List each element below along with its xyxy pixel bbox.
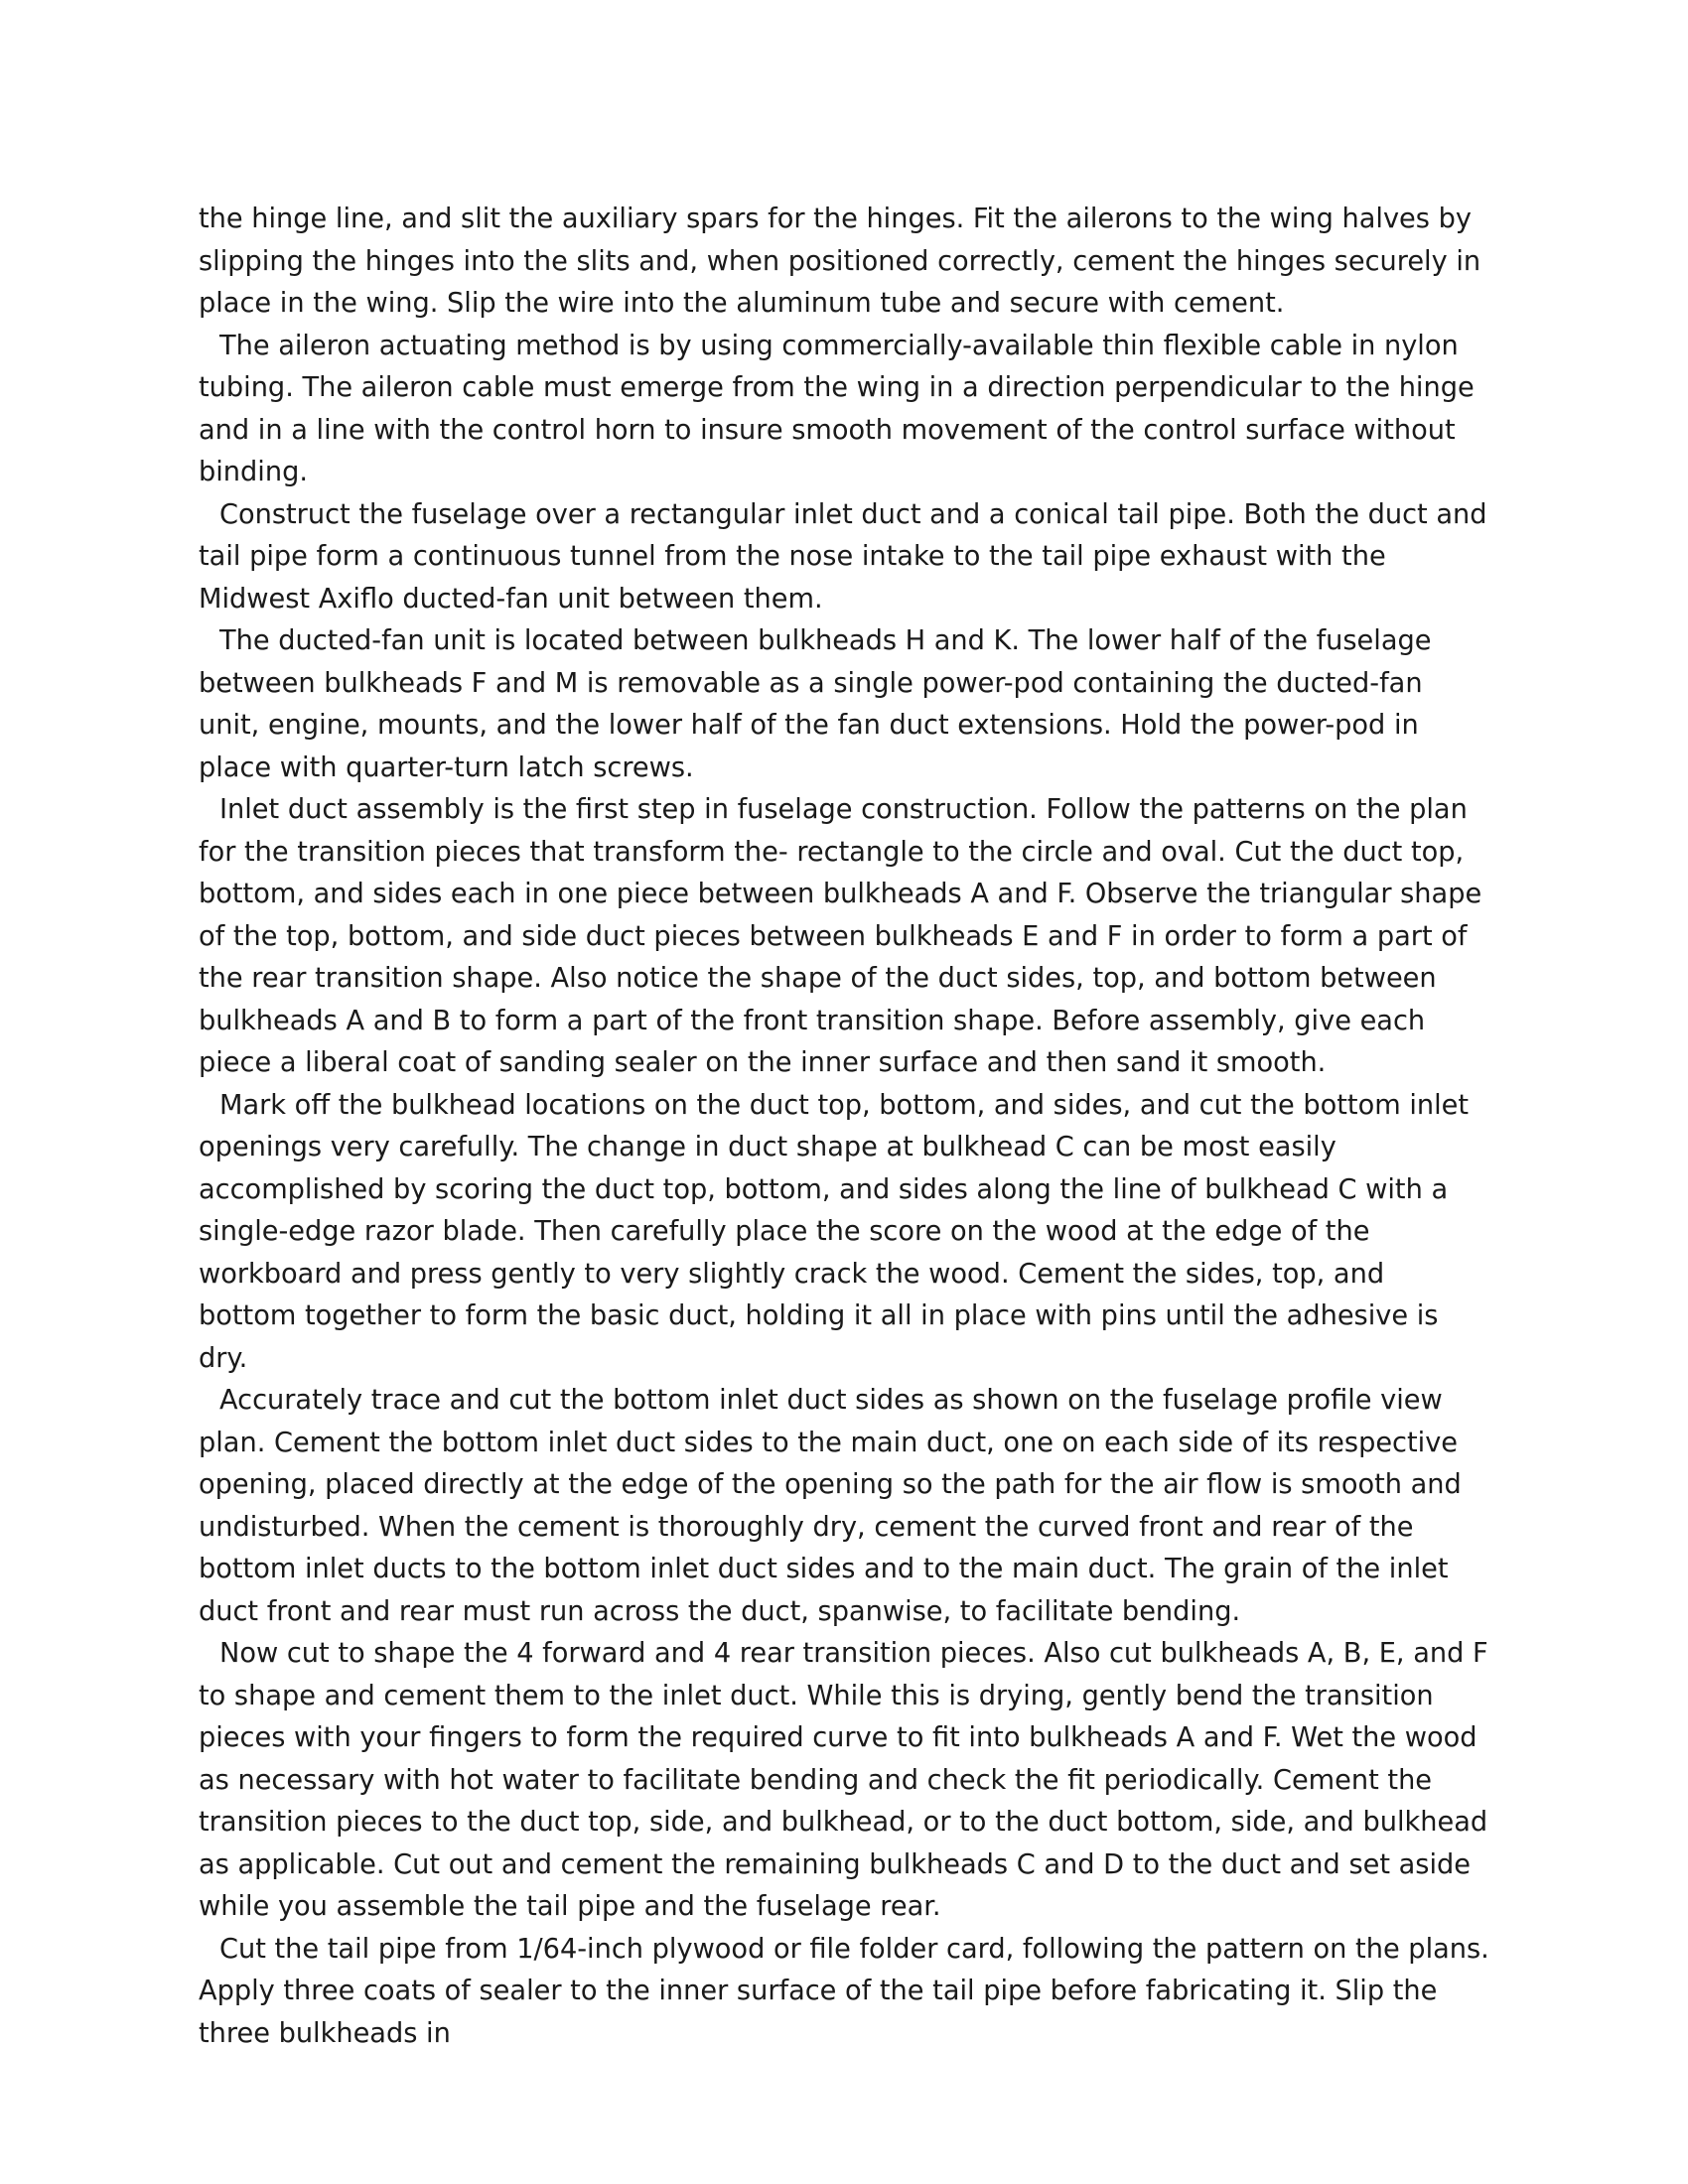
paragraph-ducted-fan-unit: The ducted-fan unit is located between bulkheads H and K. The lower half of the fuselage between bulkheads F and M is removable as a single power-pod containing the ducted-fan unit, engine, mounts, and the lower half of the fan duct extensions. Hold the power-pod in place with quarter-turn latch screws. bbox=[199, 625, 1432, 783]
paragraph-tail-pipe: Cut the tail pipe from 1/64-inch plywood or file folder card, following the pattern on the plans. Apply three coats of sealer to the inner surface of the tail pipe before fabricating it. Slip the three bulkheads in bbox=[199, 1933, 1489, 2049]
paragraph-mark-bulkheads: Mark off the bulkhead locations on the duct top, bottom, and sides, and cut the bottom inlet openings very carefully. The change in duct shape at bulkhead C can be most easily accomplished by scoring the duct top, bottom, and sides along the line of bulkhead C with a single-edge razor blade. Then carefully place the score on the wood at the edge of the workboard and press gently to very slightly crack the wood. Cement the sides, top, and bottom together to form the basic duct, holding it all in place with pins until the adhesive is dry. bbox=[199, 1089, 1470, 1374]
paragraph-inlet-duct-assembly: Inlet duct assembly is the first step in fuselage construction. Follow the patterns on the plan for the transition pieces that transform the- rectangle to the circle and oval. Cut the duct top, bottom, and sides each in one piece between bulkheads A and F. Observe the triangular shape of the top, bottom, and side duct pieces between bulkheads E and F in order to form a part of the rear transition shape. Also notice the shape of the duct sides, top, and bottom between bulkheads A and B to form a part of the front transition shape. Before assembly, give each piece a liberal coat of sanding sealer on the inner surface and then sand it smooth. bbox=[199, 794, 1482, 1078]
paragraph-inlet-duct-sides: Accurately trace and cut the bottom inlet duct sides as shown on the fuselage profile view plan. Cement the bottom inlet duct sides to the main duct, one on each side of its respective opening, placed directly at the edge of the opening so the path for the air flow is smooth and undisturbed. When the cement is thoroughly dry, cement the curved front and rear of the bottom inlet ducts to the bottom inlet duct sides and to the main duct. The grain of the inlet duct front and rear must run across the duct, spanwise, to facilitate bending. bbox=[199, 1385, 1462, 1627]
paragraph-aileron-actuating: The aileron actuating method is by using commercially-available thin flexible cable in nylon tubing. The aileron cable must emerge from the wing in a direction perpendicular to the hinge and in a line with the control horn to insure smooth movement of the control surface without binding. bbox=[199, 330, 1475, 487]
paragraph-transition-pieces: Now cut to shape the 4 forward and 4 rear transition pieces. Also cut bulkheads A, B, E, and F to shape and cement them to the inlet duct. While this is drying, gently bend the transition pieces with your fingers to form the required curve to fit into bulkheads A and F. Wet the wood as necessary with hot water to facilitate bending and check the fit periodically. Cement the transition pieces to the duct top, side, and bulkhead, or to the duct bottom, side, and bulkhead as applicable. Cut out and cement the remaining bulkheads C and D to the duct and set aside while you assemble the tail pipe and the fuselage rear. bbox=[199, 1638, 1488, 1922]
paragraph-construct-fuselage: Construct the fuselage over a rectangular inlet duct and a conical tail pipe. Both the duct and tail pipe form a continuous tunnel from the nose intake to the tail pipe exhaust with the Midwest Axiflo ducted-fan unit between them. bbox=[199, 498, 1487, 614]
paragraph-hinge-line: the hinge line, and slit the auxiliary spars for the hinges. Fit the ailerons to the wing halves by slipping the hinges into the slits and, when positioned correctly, cement the hinges securely in place in the wing. Slip the wire into the aluminum tube and secure with cement. bbox=[199, 204, 1481, 319]
body-text bbox=[199, 199, 1489, 2055]
